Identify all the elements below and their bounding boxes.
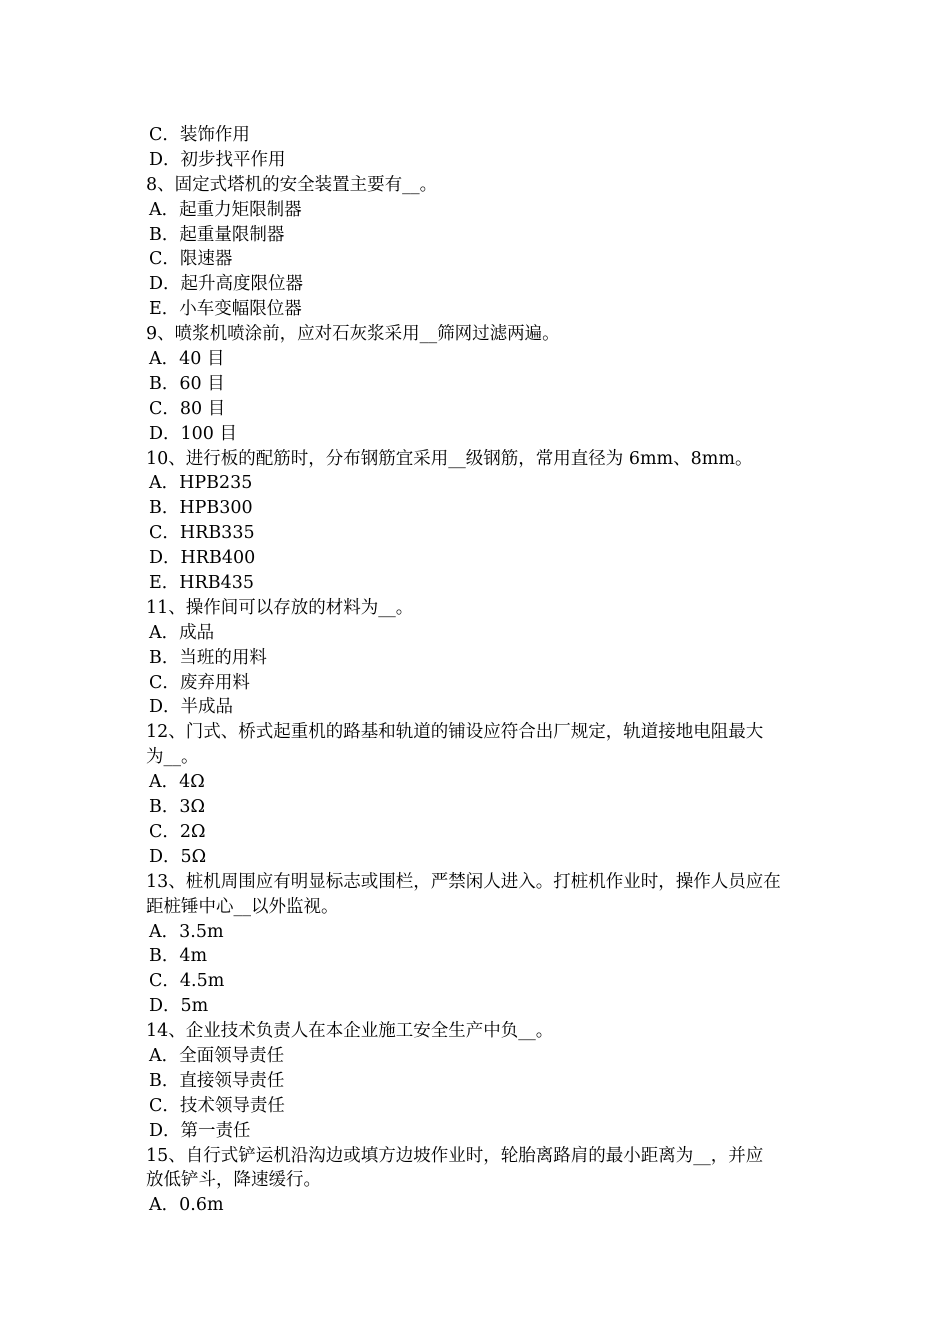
question-line: 为__。 [146,747,199,768]
option-line: E．HRB435 [149,573,254,594]
question-line: 距桩锤中心__以外监视。 [146,896,339,917]
option-line: A．4Ω [149,772,205,793]
option-line: C．限速器 [149,249,233,270]
option-line: A．HPB235 [149,473,253,494]
option-line: B．HPB300 [149,498,253,519]
option-line: C．HRB335 [149,523,255,544]
option-line: A．40 目 [149,349,225,370]
option-line: B．60 目 [149,373,225,394]
question-line: 10、进行板的配筋时，分布钢筋宜采用__级钢筋，常用直径为 6mm、8mm。 [146,448,753,469]
question-line: 11、操作间可以存放的材料为__。 [146,597,414,618]
option-line: B．4m [149,946,208,967]
option-line: D．起升高度限位器 [149,274,304,295]
option-line: D．第一责任 [149,1120,251,1141]
question-line: 13、桩机周围应有明显标志或围栏，严禁闲人进入。打桩机作业时，操作人员应在 [146,871,781,892]
option-line: B．起重量限制器 [149,224,285,245]
option-line: D．HRB400 [149,548,256,569]
option-line: D．5Ω [149,846,207,867]
option-line: E．小车变幅限位器 [149,299,302,320]
option-line: C．技术领导责任 [149,1095,285,1116]
question-line: 14、企业技术负责人在本企业施工安全生产中负__。 [146,1021,554,1042]
option-line: A．成品 [149,622,215,643]
question-line: 9、喷浆机喷涂前，应对石灰浆采用__筛网过滤两遍。 [146,324,560,345]
option-line: C．2Ω [149,821,206,842]
option-line: D．初步找平作用 [149,149,286,170]
option-line: A．0.6m [149,1195,224,1216]
option-line: D．半成品 [149,697,234,718]
option-line: B．3Ω [149,797,206,818]
document-body [146,123,810,1218]
question-line: 8、固定式塔机的安全装置主要有__。 [146,174,438,195]
option-line: C．废弃用料 [149,672,250,693]
question-line: 15、自行式铲运机沿沟边或填方边坡作业时，轮胎离路肩的最小距离为__，并应 [146,1145,764,1166]
option-line: C．4.5m [149,971,225,992]
option-line: A．全面领导责任 [149,1045,285,1066]
option-line: A．3.5m [149,921,224,942]
option-line: B．直接领导责任 [149,1070,285,1091]
option-line: B．当班的用料 [149,647,267,668]
question-line: 12、门式、桥式起重机的路基和轨道的铺设应符合出厂规定，轨道接地电阻最大 [146,722,764,743]
option-line: D．100 目 [149,423,237,444]
option-line: D．5m [149,996,209,1017]
option-line: C．80 目 [149,398,226,419]
option-line: A．起重力矩限制器 [149,199,302,220]
option-line: C．装饰作用 [149,125,250,145]
question-line: 放低铲斗，降速缓行。 [146,1170,321,1191]
